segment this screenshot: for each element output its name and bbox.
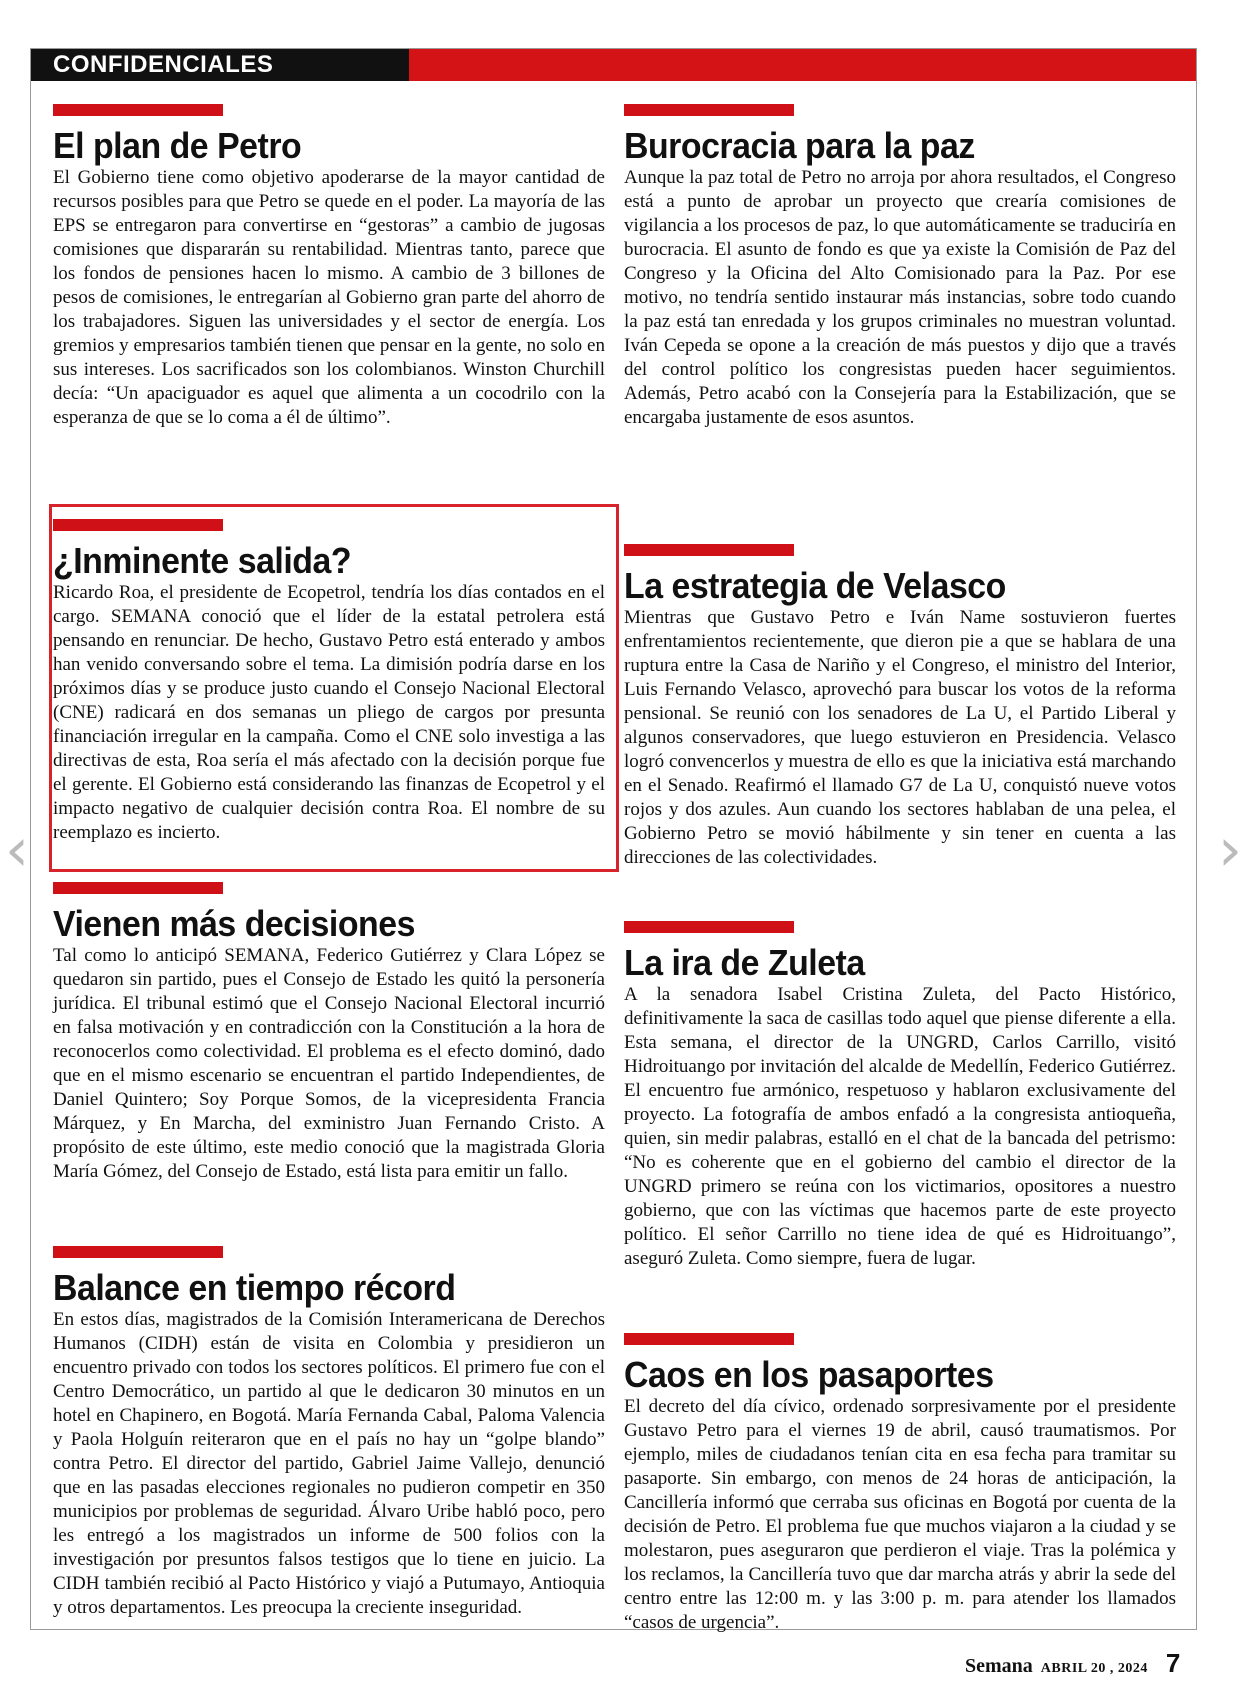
article-title: Burocracia para la paz [624,125,975,166]
chevron-left-icon: ‹ [5,815,29,885]
article-burocracia-para-la-paz [624,104,1176,430]
article-la-estrategia-de-velasco [624,544,1176,870]
article-red-bar [624,1333,794,1345]
article-title: Balance en tiempo récord [53,1267,456,1308]
article-body: El decreto del día cívico, ordenado sorpresivamente por el presidente Gustavo Petro para el viernes 19 de abril, causó traumatismos. Por ejemplo, miles de ciudadanos tenían cita en esa fecha para tramitar su pasaporte. Sin embargo, con menos de 24 horas de anticipación, la Cancillería informó que cerraba sus oficinas en Bogotá por cuenta de la decisión de Petro. El problema fue que muchos viajaron a la ciudad y se molestaron, pues aseguraron que perdieron el viaje. Tras la polémica y los reclamos, la Cancillería tuvo que dar marcha atrás y abrir la sede del centro entre las 12:00 m. y las 3:00 p. m. para atender los llamados “casos de urgencia”. [624,1396,1176,1633]
article-red-bar [624,544,794,556]
article-red-bar [53,104,223,116]
page-number: 7 [1165,1648,1181,1678]
prev-page-arrow[interactable] [0,815,34,885]
section-header-bar [31,49,1196,81]
article-body: Aunque la paz total de Petro no arroja por ahora resultados, el Congreso está a punto de aprobar un proyecto que crearía comisiones de vigilancia a los procesos de paz, lo que automáticamente se traduciría en burocracia. El asunto de fondo es que ya existe la Comisión de Paz del Congreso y la Oficina del Alto Comisionado para la Paz. Por ese motivo, no tendría sentido instaurar más instancias, sobre todo cuando la paz está tan enredada y los grupos criminales no muestran voluntad. Iván Cepeda se opone a la creación de más puestos y dijo que a través del control político los congresistas pueden hacer seguimientos. Además, Petro acabó con la Consejería para la Estabilización, que se encargaba justamente de esos asuntos. [624,167,1176,428]
article-body: El Gobierno tiene como objetivo apoderarse de la mayor cantidad de recursos posibles para que Petro se quede en el poder. La mayoría de las EPS se entregaron para convertirse en “gestoras” a cambio de jugosas comisiones que dispararán su rentabilidad. Mientras tanto, parece que los fondos de pensiones hacen lo mismo. A cambio de 3 billones de pesos de comisiones, le entregarían al Gobierno gran parte del ahorro de los trabajadores. Siguen las universidades y el sector de energía. Los gremios y empresarios también tienen que pensar en la gente, no solo en sus intereses. Los sacrificados son los colombianos. Winston Churchill decía: “Un apaciguador es aquel que alimenta a un cocodrilo con la esperanza de que se lo coma a él de último”. [53,167,605,428]
article-body: Mientras que Gustavo Petro e Iván Name sostuvieron fuertes enfrentamientos recientemente, que dieron pie a que se hablara de una ruptura entre la Casa de Nariño y el Congreso, el ministro del Interior, Luis Fernando Velasco, aprovechó para buscar los votos de la reforma pensional. Se reunió con los senadores de La U, el Partido Liberal y algunos conservadores, que luego estuvieron en Presidencia. Velasco logró convencerlos y muestra de ello es que la iniciativa está marchando en el Senado. Reafirmó el llamado G7 de La U, conquistó nueve votos rojos y dos azules. Aun cuando los sectores hablaban de una pelea, el Gobierno Petro se movió hábilmente y sin tener en cuenta a las direcciones de las colectividades. [624,607,1176,868]
article-title: Vienen más decisiones [53,903,415,944]
article-title: La ira de Zuleta [624,942,865,983]
article-body: Tal como lo anticipó SEMANA, Federico Gutiérrez y Clara López se quedaron sin partido, pues el Consejo de Estado les quitó la personería jurídica. El tribunal estimó que el Consejo Nacional Electoral incurrió en falsa motivación y en contradicción con la Constitución a la hora de reconocerlos como colectividad. El problema es el efecto dominó, dado que en el mismo escenario se encuentran el partido Independientes, de Daniel Quintero; Soy Porque Somos, de la vicepresidenta Francia Márquez, y En Marcha, del exministro Juan Fernando Cristo. A propósito de este último, este medio conoció que la magistrada Gloria María Gómez, del Consejo de Estado, está lista para emitir un fallo. [53,945,605,1182]
article-vienen-mas-decisiones [53,882,605,1184]
article-body: A la senadora Isabel Cristina Zuleta, del Pacto Histórico, definitivamente la saca de casillas todo aquel que piense diferente a ella. Esta semana, el director de la UNGRD, Carlos Carrillo, visitó Hidroituango por invitación del alcalde de Medellín, Federico Gutiérrez. El encuentro fue armónico, respetuoso y hablaron exclusivamente del proyecto. La fotografía de ambos enfadó a la congresista antioqueña, quien, sin medir palabras, estalló en el chat de la bancada del petrismo: “No es coherente que en el gobierno del cambio el director de la UNGRD primero se reúna con los victimarios, opositores a nuestro gobierno, que con las víctimas que hacemos parte de este proyecto político. El señor Carrillo no tiene idea de qué es Hidroituango”, aseguró Zuleta. Como siempre, fuera de lugar. [624,984,1176,1269]
chevron-right-icon: › [1218,815,1242,885]
article-caos-en-los-pasaportes [624,1333,1176,1635]
article-red-bar [624,104,794,116]
article-body: Ricardo Roa, el presidente de Ecopetrol, tendría los días contados en el cargo. SEMANA conoció que el líder de la estatal petrolera está pensando en renunciar. De hecho, Gustavo Petro está enterado y ambos han venido conversando sobre el tema. La dimisión podría darse en los próximos días y se produce justo cuando el Consejo Nacional Electoral (CNE) radicará en dos semanas un pliego de cargos por presunta financiación irregular en la campaña. Como el CNE solo investiga a las directivas de esta, Roa sería el más afectado con la decisión porque fue el gerente. El Gobierno está considerando las finanzas de Ecopetrol y el impacto negativo de cualquier decisión contra Roa. El nombre de su reemplazo es incierto. [53,582,605,843]
article-title: Caos en los pasaportes [624,1354,994,1395]
article-title: La estrategia de Velasco [624,565,1006,606]
article-el-plan-de-petro [53,104,605,430]
article-title: El plan de Petro [53,125,302,166]
magazine-page [30,48,1197,1633]
section-label: CONFIDENCIALES [53,51,274,78]
section-header-red [409,49,1196,81]
article-title: ¿Inminente salida? [53,540,352,581]
footer-brand: Semana [965,1655,1033,1677]
article-inminente-salida [53,519,605,845]
page-footer [965,1648,1180,1679]
article-red-bar [53,519,223,531]
section-header-black [31,49,409,81]
article-red-bar [624,921,794,933]
article-red-bar [53,1246,223,1258]
article-body: En estos días, magistrados de la Comisión Interamericana de Derechos Humanos (CIDH) están de visita en Colombia y presidieron un encuentro privado con todos los sectores políticos. El primero fue con el Centro Democrático, un partido al que le dedicaron 30 minutos en un hotel en Chapinero, en Bogotá. María Fernanda Cabal, Paloma Valencia y Paola Holguín reiteraron que en el país no hay un “golpe blando” contra Petro. El director del partido, Gabriel Jaime Vallejo, denunció que en las pasadas elecciones regionales no pudieron competir en 350 municipios por problemas de seguridad. Álvaro Uribe habló poco, pero les entregó a los magistrados un informe de 500 folios con la investigación por presuntos falsos testigos que lo tiene en juicio. La CIDH también recibió al Pacto Histórico y viajó a Putumayo, Antioquia y otros departamentos. Les preocupa la creciente inseguridad. [53,1309,605,1618]
footer-date: ABRIL 20 , 2024 [1040,1661,1148,1676]
next-page-arrow[interactable] [1213,815,1247,885]
article-balance-en-tiempo-record [53,1246,605,1620]
article-red-bar [53,882,223,894]
article-la-ira-de-zuleta [624,921,1176,1271]
